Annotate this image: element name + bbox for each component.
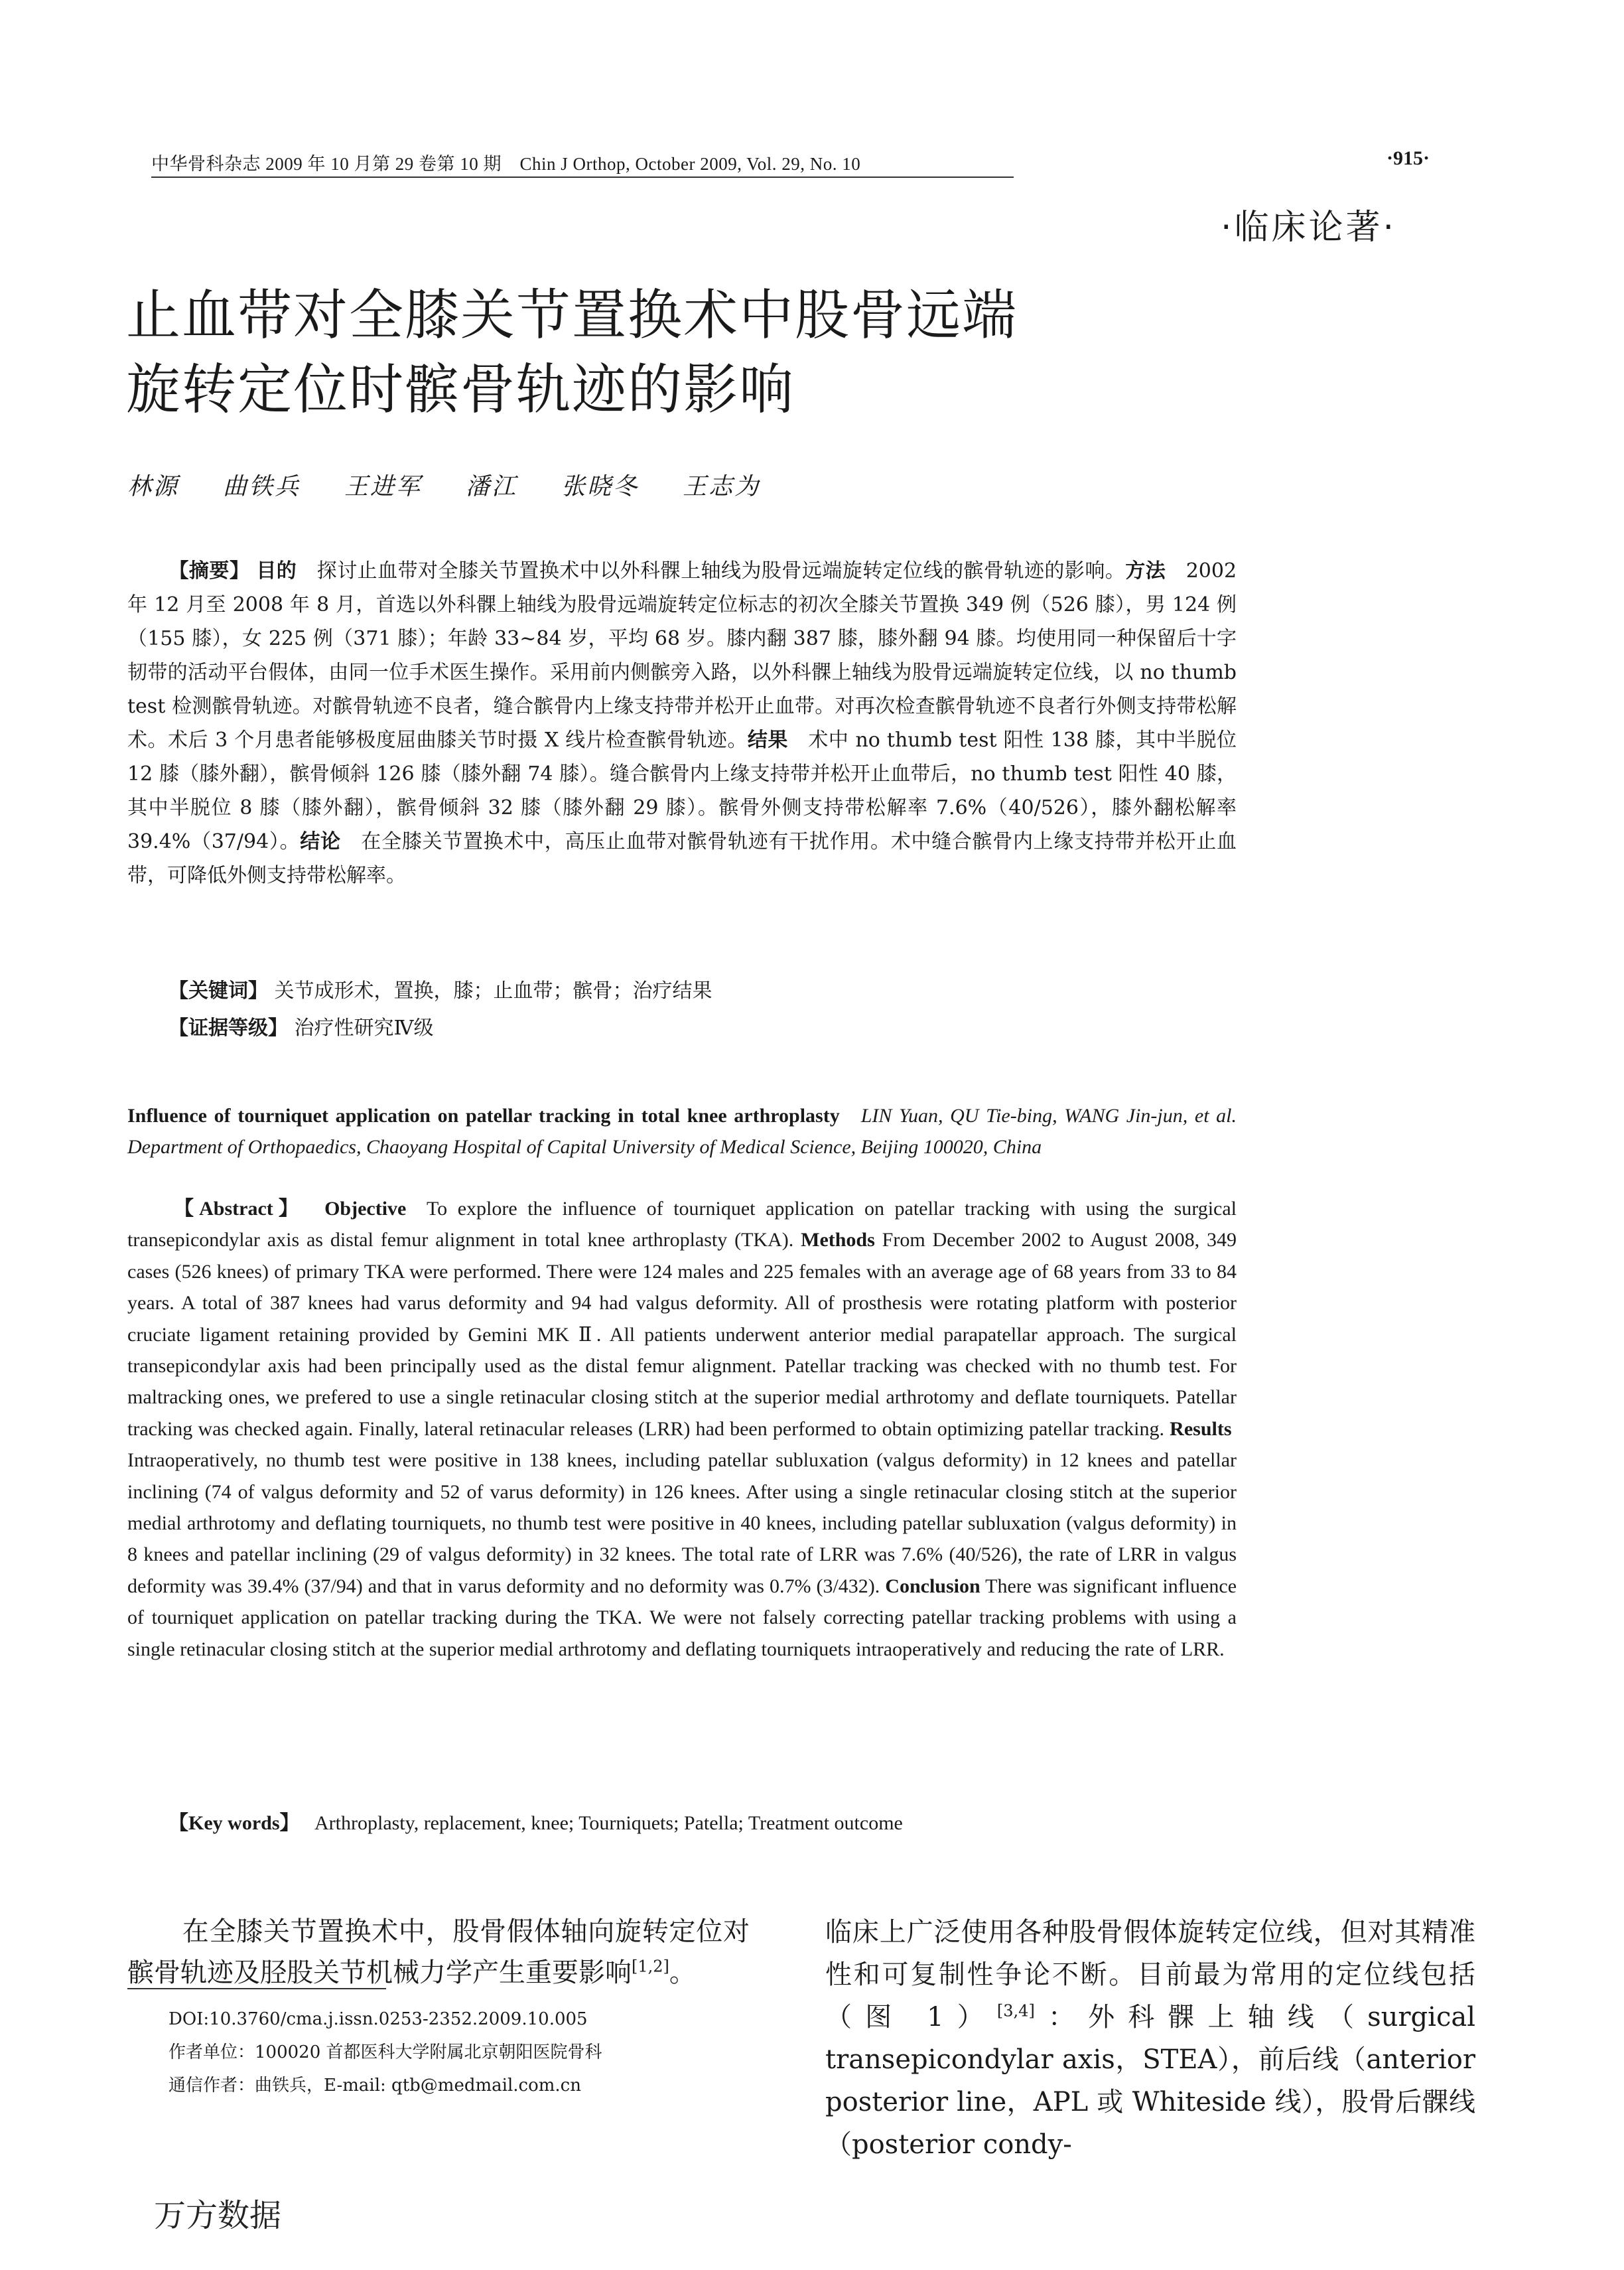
punctuation: 。	[669, 1957, 696, 1988]
author: 林源	[127, 473, 180, 500]
evidence-label: 【证据等级】	[169, 1017, 288, 1040]
chinese-abstract	[127, 554, 1237, 892]
conclusion-text: There was significant influence of tourniquet application on patellar tracking during the TKA. We were not falsely correcting patellar tracking problems with using a single retinacular closing stitch at the superior medial arthrotomy and deflating tourniquets intraoperatively and reducing the rate of LRR.	[127, 1575, 1237, 1660]
body-column-left	[127, 1911, 750, 1993]
results-text: Intraoperatively, no thumb test were positive in 138 knees, including patellar subluxation (valgus deformity) in 12 knees and patellar inclining (74 of valgus deformity and 52 of varus deformity) in 126 knees. After using a single retinacular closing stitch at the superior medial arthrotomy and deflating tourniquets, no thumb test were positive in 40 knees, including patellar subluxation (valgus deformity) in 8 knees and patellar inclining (29 of valgus deformity) in 32 knees. The total rate of LRR was 7.6% (40/526), the rate of LRR in valgus deformity was 39.4% (37/94) and that in varus deformity and no deformity was 0.7% (3/432).	[127, 1449, 1237, 1597]
results-label: Results	[1170, 1417, 1232, 1440]
results-text: 术中 no thumb test 阳性 138 膝，其中半脱位 12 膝（膝外翻），髌骨倾斜 126 膝（膝外翻 74 膝）。缝合髌骨内上缘支持带并松开止血带后，no thumb test 阳性 40 膝，其中半脱位 8 膝（膝外翻），髌骨倾斜 32 膝（膝外翻 29 膝）。髌骨外侧支持带松解率 7.6%（40/526），膝外翻松解率 39.4%（37/94）。	[127, 729, 1237, 853]
english-authors-affiliation: LIN Yuan, QU Tie-bing, WANG Jin-jun, et al. Department of Orthopaedics, Chaoyang Hospital of Capital University of Medical Science, Beijing 100020, China	[127, 1105, 1237, 1158]
conclusion-label: 结论	[300, 830, 341, 853]
chinese-keywords	[169, 974, 1230, 1003]
title-line-1: 止血带对全膝关节置换术中股骨远端	[126, 284, 1018, 347]
article-title	[126, 279, 1187, 427]
english-title: Influence of tourniquet application on patellar tracking in total knee arthroplasty	[127, 1105, 840, 1127]
english-title-block	[127, 1100, 1237, 1163]
body-paragraph: 在全膝关节置换术中，股骨假体轴向旋转定位对髌骨轨迹及胫股关节机械力学产生重要影响	[127, 1916, 750, 1988]
objective-text: To explore the influence of tourniquet application on patellar tracking with using the surgical transepicondylar axis as distal femur alignment in total knee arthroplasty (TKA).	[127, 1198, 1237, 1251]
keywords-text: 关节成形术，置换，膝；止血带；髌骨；治疗结果	[274, 979, 712, 1003]
title-line-2: 旋转定位时髌骨轨迹的影响	[126, 358, 795, 421]
author: 潘江	[466, 473, 518, 500]
keywords-label: 【关键词】	[169, 979, 268, 1003]
evidence-level	[169, 1011, 1230, 1040]
body-paragraph-cont: ：外科髁上轴线（surgical transepicondylar axis，STEA），前后线（anterior posterior line，APL 或 Whiteside 线），股骨后髁线（posterior condy-	[825, 2002, 1475, 2160]
conclusion-text: 在全膝关节置换术中，高压止血带对髌骨轨迹有干扰作用。术中缝合髌骨内上缘支持带并松开止血带，可降低外侧支持带松解率。	[127, 830, 1237, 887]
author: 王志为	[683, 473, 761, 500]
english-keywords	[169, 1806, 903, 1835]
methods-label: Methods	[801, 1229, 875, 1251]
author-affiliation: 作者单位：100020 首都医科大学附属北京朝阳医院骨科	[169, 2042, 602, 2062]
doi: DOI:10.3760/cma.j.issn.0253-2352.2009.10.005	[169, 2009, 588, 2029]
results-label: 结果	[747, 729, 788, 752]
abstract-label: 【摘要】	[169, 559, 250, 583]
methods-text: 2002 年 12 月至 2008 年 8 月，首选以外科髁上轴线为股骨远端旋转定位标志的初次全膝关节置换 349 例（526 膝），男 124 例（155 膝），女 225 例（371 膝）；年龄 33~84 岁，平均 68 岁。膝内翻 387 膝，膝外翻 94 膝。均使用同一种保留后十字韧带的活动平台假体，由同一位手术医生操作。采用前内侧髌旁入路，以外科髁上轴线为股骨远端旋转定位线，以 no thumb test 检测髌骨轨迹。对髌骨轨迹不良者，缝合髌骨内上缘支持带并松开止血带。对再次检查髌骨轨迹不良者行外侧支持带松解术。术后 3 个月患者能够极度屈曲膝关节时摄 X 线片检查髌骨轨迹。	[127, 559, 1237, 752]
citation: [1,2]	[632, 1957, 669, 1976]
running-header: 中华骨科杂志 2009 年 10 月第 29 卷第 10 期 Chin J Orthop, October 2009, Vol. 29, No. 10	[151, 149, 1014, 178]
corresponding-author: 通信作者：曲铁兵，E-mail: qtb@medmail.com.cn	[169, 2076, 581, 2095]
objective-text: 探讨止血带对全膝关节置换术中以外科髁上轴线为股骨远端旋转定位线的髌骨轨迹的影响。	[316, 559, 1126, 583]
conclusion-label: Conclusion	[885, 1575, 981, 1597]
author: 曲铁兵	[223, 473, 301, 500]
footnote-divider	[127, 1988, 386, 1989]
keywords-label: 【Key words】	[169, 1812, 300, 1834]
methods-label: 方法	[1125, 559, 1166, 583]
objective-label: Objective	[324, 1198, 407, 1220]
section-label: ·临床论著·	[1221, 208, 1397, 248]
author: 张晓冬	[561, 473, 640, 500]
evidence-text: 治疗性研究Ⅳ级	[294, 1017, 434, 1040]
objective-label: 目的	[256, 559, 297, 583]
english-abstract	[127, 1193, 1237, 1665]
methods-text: From December 2002 to August 2008, 349 cases (526 knees) of primary TKA were performed. There were 124 males and 225 females with an average age of 68 years from 33 to 84 years. A total of 387 knees had varus deformity and 94 had valgus deformity. All of prosthesis were rotating platform with posterior cruciate ligament retaining provided by Gemini MK Ⅱ. All patients underwent anterior medial parapatellar approach. The surgical transepicondylar axis had been principally used as the distal femur alignment. Patellar tracking was checked with no thumb test. For maltracking ones, we prefered to use a single retinacular closing stitch at the superior medial arthrotomy and deflate tourniquets. Patellar tracking was checked again. Finally, lateral retinacular releases (LRR) had been performed to obtain optimizing patellar tracking.	[127, 1229, 1237, 1440]
footnotes	[169, 2003, 602, 2102]
author: 王进军	[344, 473, 423, 500]
watermark-logo: 万方数据	[154, 2197, 282, 2234]
author-list	[127, 468, 796, 502]
abstract-label: 【Abstract】	[169, 1198, 304, 1220]
keywords-text: Arthroplasty, replacement, knee; Tourniquets; Patella; Treatment outcome	[314, 1812, 903, 1834]
page-number: ·915·	[1387, 147, 1430, 169]
body-paragraph: 临床上广泛使用各种股骨假体旋转定位线，但对其精准性和可复制性争论不断。目前最为常用的定位线包括（图 1）	[825, 1917, 1475, 2032]
body-column-right	[825, 1911, 1475, 2166]
citation: [3,4]	[996, 2001, 1035, 2021]
